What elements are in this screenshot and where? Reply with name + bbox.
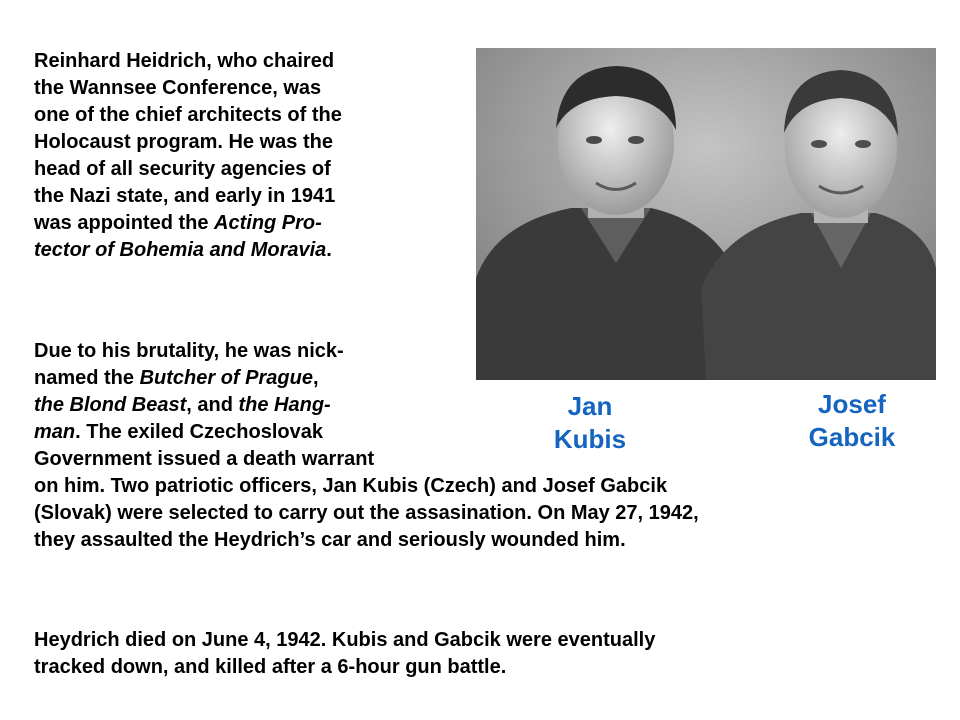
caption-jan-kubis bbox=[530, 390, 650, 456]
italic-text: the Blond Beast bbox=[34, 394, 187, 416]
intro-paragraph bbox=[34, 48, 342, 264]
text-line: tracked down, and killed after a 6-hour gun battle. bbox=[34, 656, 507, 678]
caption-jan-first: Jan bbox=[567, 391, 613, 421]
italic-text: man bbox=[34, 421, 76, 443]
text-line: Holocaust program. He was the bbox=[34, 131, 333, 153]
italic-text: tector of Bohemia and Moravia bbox=[34, 239, 327, 261]
text-line: the Blond Beast, and the Hang- bbox=[34, 394, 331, 416]
text-line: was appointed the Acting Pro- bbox=[34, 212, 322, 234]
text-line: named the Butcher of Prague, bbox=[34, 367, 319, 389]
text-line: the Wannsee Conference, was bbox=[34, 77, 322, 99]
text-line: tector of Bohemia and Moravia. bbox=[34, 239, 332, 261]
text-line: head of all security agencies of bbox=[34, 158, 331, 180]
text-line: on him. Two patriotic officers, Jan Kubis (Czech) and Josef Gabcik bbox=[34, 475, 668, 497]
text-line: the Nazi state, and early in 1941 bbox=[34, 185, 336, 207]
caption-jan-last: Kubis bbox=[553, 424, 627, 454]
caption-josef-gabcik bbox=[782, 388, 922, 454]
text-line: man. The exiled Czechoslovak bbox=[34, 421, 323, 443]
text-line: Government issued a death warrant bbox=[34, 448, 375, 470]
text-line: they assaulted the Heydrich’s car and seriously wounded him. bbox=[34, 529, 626, 551]
italic-text: the Hang- bbox=[238, 394, 331, 416]
text-line: (Slovak) were selected to carry out the assasination. On May 27, 1942, bbox=[34, 502, 699, 524]
text-line: Due to his brutality, he was nick- bbox=[34, 340, 344, 362]
officers-photograph bbox=[476, 48, 936, 380]
italic-text: Butcher of Prague bbox=[139, 367, 313, 389]
caption-josef-last: Gabcik bbox=[808, 422, 896, 452]
death-paragraph bbox=[34, 627, 655, 681]
text-line: one of the chief architects of the bbox=[34, 104, 342, 126]
text-line: Heydrich died on June 4, 1942. Kubis and Gabcik were eventually bbox=[34, 629, 656, 651]
caption-josef-first: Josef bbox=[818, 389, 886, 419]
italic-text: Acting Pro- bbox=[214, 212, 322, 234]
text-line: Reinhard Heidrich, who chaired bbox=[34, 50, 335, 72]
